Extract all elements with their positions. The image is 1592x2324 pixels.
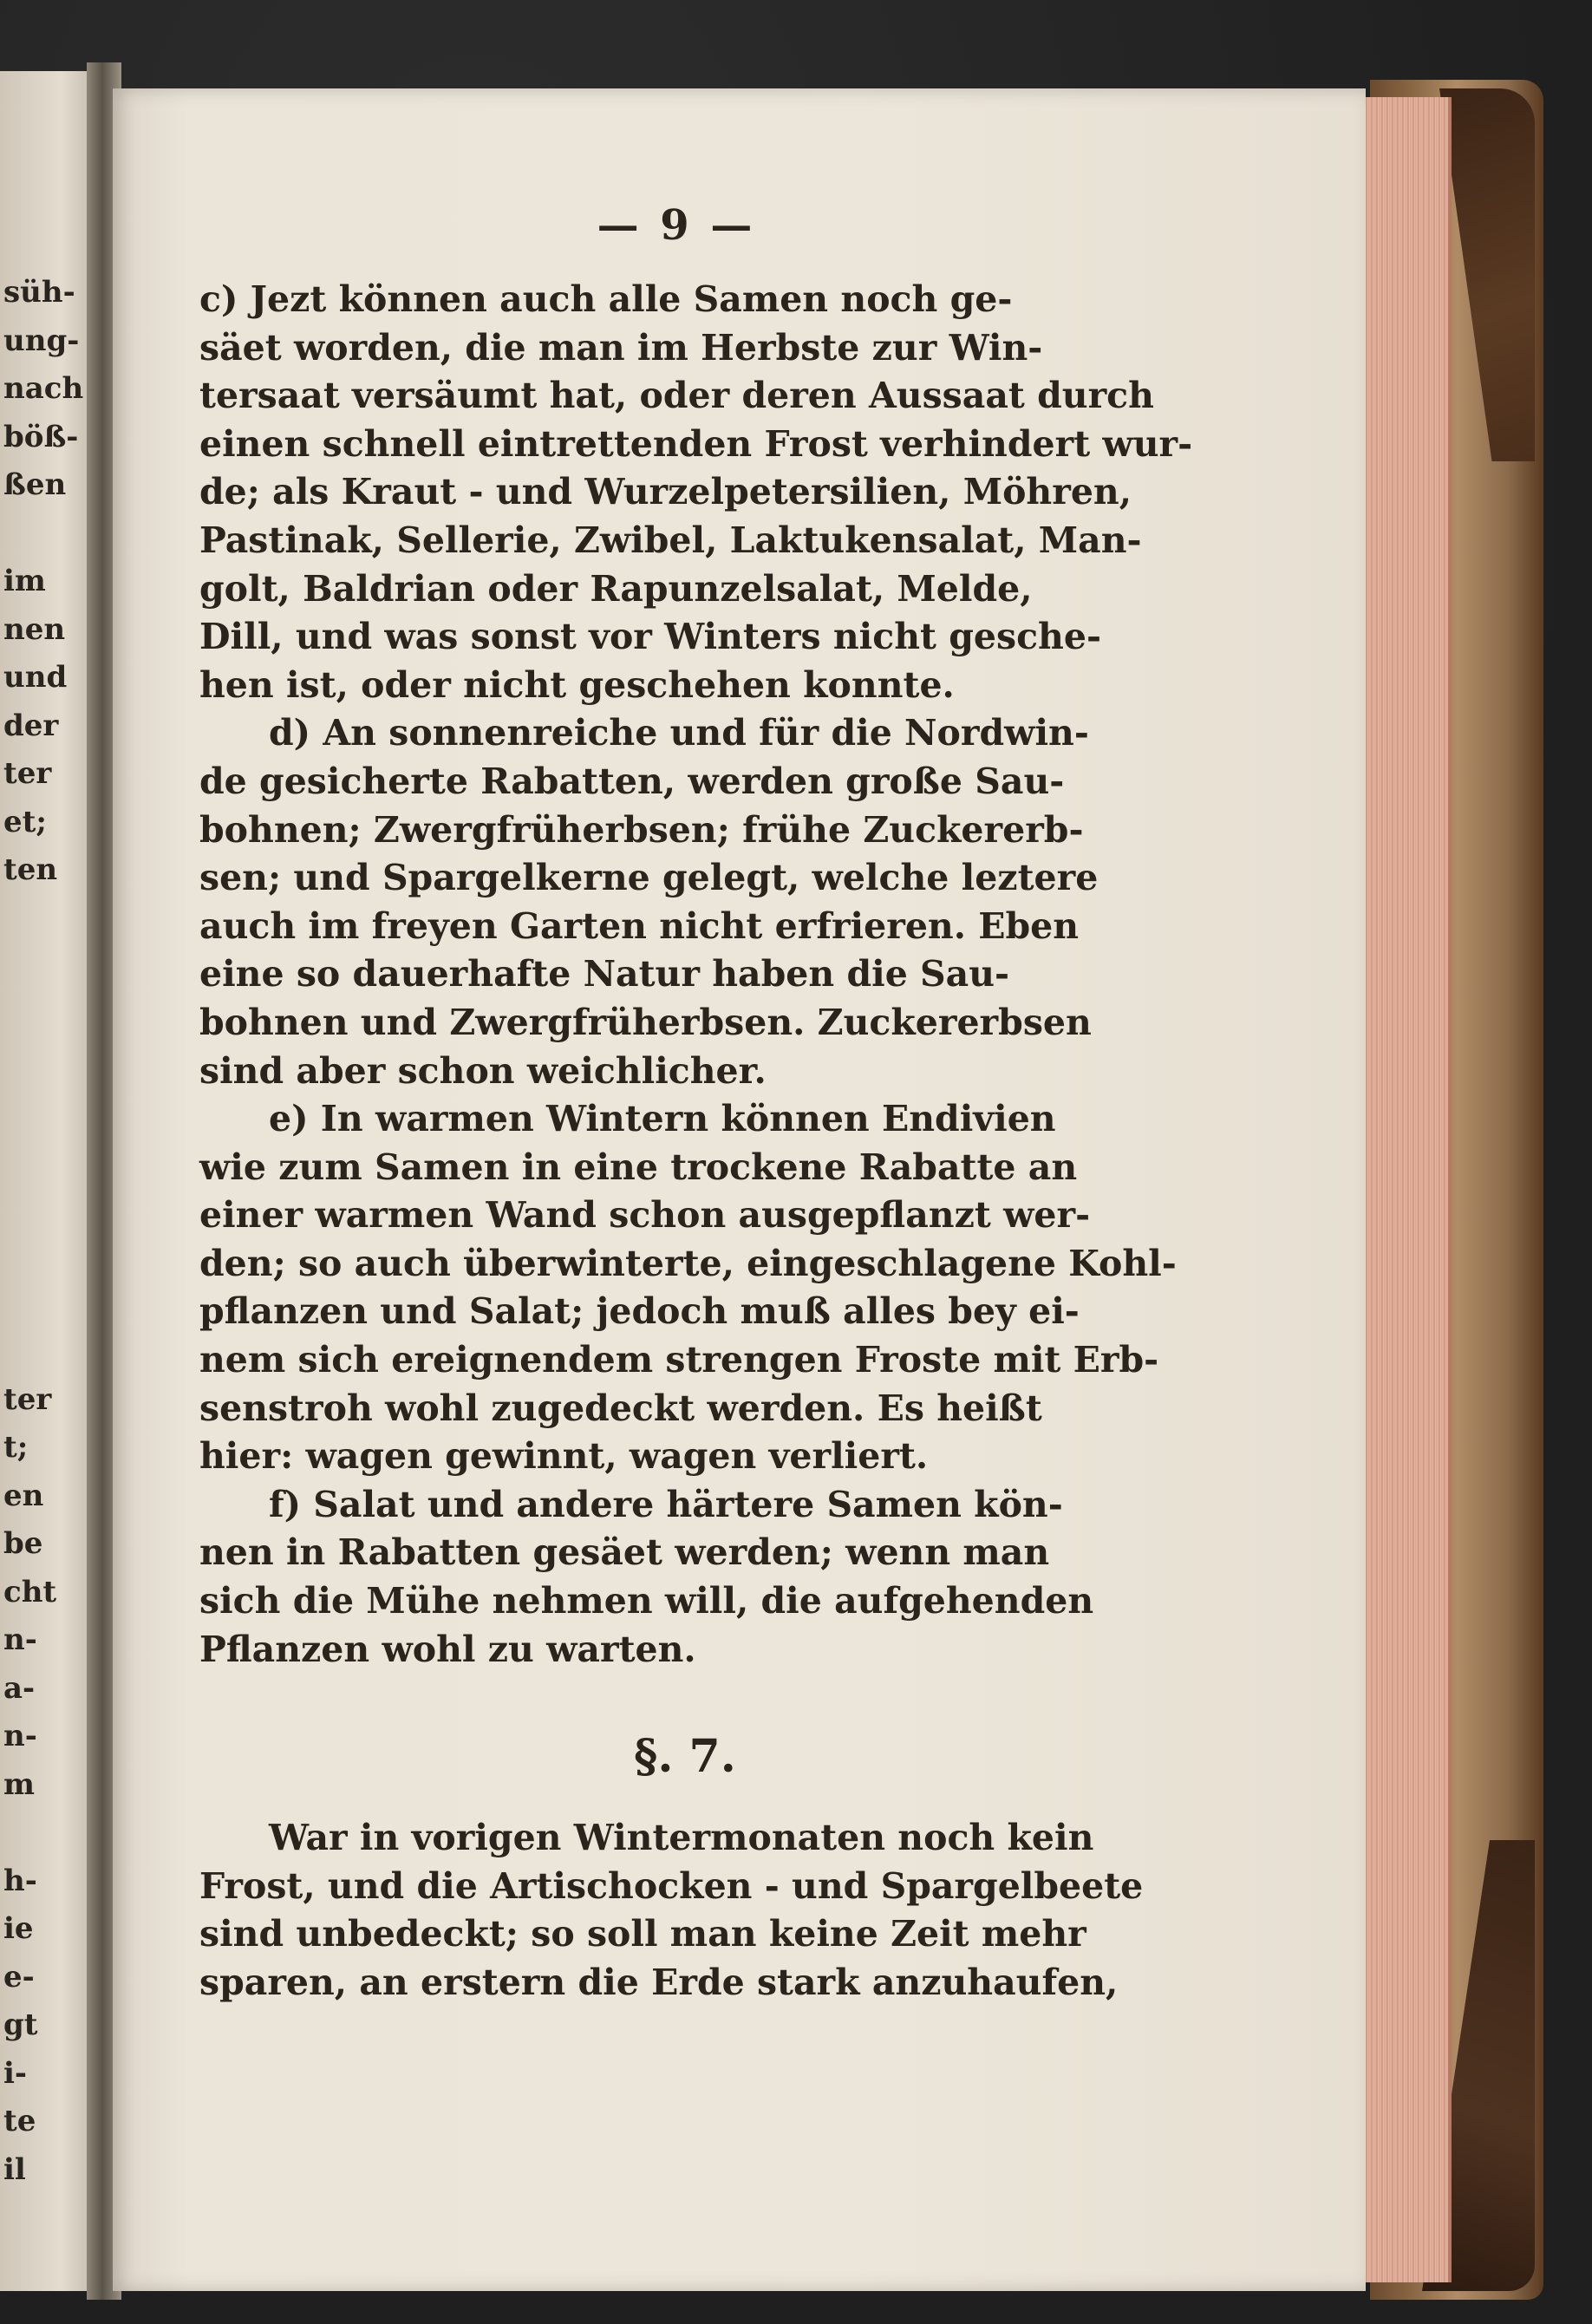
- left-fragment-line: ßen: [3, 467, 67, 502]
- left-fragment-line: gt: [3, 2007, 38, 2042]
- paragraph: [199, 276, 1193, 709]
- left-fragment-line: ie: [3, 1911, 34, 1946]
- section-heading: §. 7.: [634, 1730, 736, 1783]
- text-line: golt, Baldrian oder Rapunzelsalat, Melde,: [199, 567, 1033, 610]
- left-fragment-line: [3, 1809, 99, 1857]
- text-line: bohnen; Zwergfrüherbsen; frühe Zuckererb-: [199, 808, 1084, 851]
- left-fragment-line: [3, 1135, 99, 1184]
- left-fragment-line: [3, 895, 99, 943]
- text-line: Frost, und die Artischocken - und Spargelbeete: [199, 1864, 1144, 1907]
- text-line: säet worden, die man im Herbste zur Win-: [199, 326, 1043, 369]
- left-fragment-line: und: [3, 660, 68, 695]
- left-fragment-line: [3, 1231, 99, 1280]
- left-fragment-line: ter: [3, 756, 52, 791]
- text-line: de gesicherte Rabatten, werden große Sau-: [199, 760, 1065, 802]
- left-page-text-fragments: [3, 269, 99, 2194]
- text-line: e) In warmen Wintern können Endivien: [269, 1098, 1056, 1140]
- text-line: sind unbedeckt; so soll man keine Zeit mehr: [199, 1913, 1086, 1955]
- left-fragment-line: m: [3, 1766, 35, 1802]
- left-fragment-line: [3, 1039, 99, 1087]
- page-edges: [1353, 97, 1452, 2282]
- left-fragment-line: t;: [3, 1430, 29, 1465]
- left-fragment-line: et;: [3, 804, 47, 839]
- left-fragment-line: der: [3, 708, 59, 743]
- text-line: de; als Kraut - und Wurzelpetersilien, Möhren,: [199, 471, 1132, 513]
- left-fragment-line: ten: [3, 852, 58, 887]
- text-line: Dill, und was sonst vor Winters nicht gesche-: [199, 616, 1101, 658]
- left-fragment-line: te: [3, 2104, 36, 2138]
- page-number: — 9 —: [597, 201, 756, 250]
- left-fragment-line: n-: [3, 1719, 37, 1753]
- left-fragment-line: ter: [3, 1381, 52, 1417]
- left-fragment-line: [3, 510, 99, 558]
- left-fragment-line: [3, 991, 99, 1040]
- text-line: Pastinak, Sellerie, Zwibel, Laktukensalat, Man-: [199, 519, 1142, 561]
- text-line: bohnen und Zwergfrüherbsen. Zuckererbsen: [199, 1001, 1092, 1043]
- text-line: auch im freyen Garten nicht erfrieren. Eben: [199, 904, 1080, 947]
- body-text: [199, 276, 1193, 1674]
- text-line: War in vorigen Wintermonaten noch kein: [269, 1817, 1094, 1858]
- paragraph: [199, 1481, 1171, 1674]
- left-fragment-line: cht: [3, 1574, 57, 1609]
- text-line: einer warmen Wand schon ausgepflanzt wer-: [199, 1194, 1091, 1237]
- left-fragment-line: en: [3, 1478, 44, 1513]
- left-fragment-line: nach: [3, 371, 84, 406]
- left-fragment-line: [3, 1328, 99, 1376]
- left-fragment-line: a-: [3, 1670, 36, 1706]
- text-line: d) An sonnenreiche und für die Nordwin-: [269, 712, 1089, 754]
- left-fragment-line: nen: [3, 611, 66, 647]
- text-line: sich die Mühe nehmen will, die aufgehenden: [199, 1580, 1094, 1622]
- text-line: nem sich ereignendem strengen Froste mit Erb-: [199, 1339, 1159, 1381]
- text-line: eine so dauerhafte Natur haben die Sau-: [199, 953, 1010, 996]
- left-fragment-line: n-: [3, 1622, 37, 1657]
- section-body-text: [199, 1814, 1171, 2007]
- text-line: senstroh wohl zugedeckt werden. Es heißt: [199, 1387, 1042, 1429]
- left-fragment-line: im: [3, 564, 46, 598]
- left-fragment-line: e-: [3, 1959, 35, 1994]
- left-fragment-line: be: [3, 1526, 43, 1561]
- text-line: sparen, an erstern die Erde stark anzuhaufen,: [199, 1961, 1119, 2003]
- text-line: einen schnell eintrettenden Frost verhindert wur-: [199, 422, 1193, 465]
- text-line: sind aber schon weichlicher.: [199, 1049, 767, 1092]
- paragraph: [199, 709, 1171, 1095]
- text-line: nen in Rabatten gesäet werden; wenn man: [199, 1531, 1050, 1574]
- left-fragment-line: [3, 1280, 99, 1328]
- paragraph: [199, 1095, 1177, 1481]
- left-fragment-line: [3, 1087, 99, 1136]
- text-line: tersaat versäumt hat, oder deren Aussaat durch: [199, 375, 1154, 417]
- left-fragment-line: il: [3, 2151, 26, 2187]
- left-fragment-line: i-: [3, 2055, 28, 2091]
- text-line: hen ist, oder nicht geschehen konnte.: [199, 663, 955, 706]
- left-fragment-line: ung-: [3, 323, 80, 358]
- text-line: pflanzen und Salat; jedoch muß alles bey ei-: [199, 1290, 1080, 1333]
- left-fragment-line: süh-: [3, 275, 75, 310]
- text-line: hier: wagen gewinnt, wagen verliert.: [199, 1435, 929, 1478]
- text-line: den; so auch überwinterte, eingeschlagene Kohl-: [199, 1242, 1177, 1284]
- left-fragment-line: h-: [3, 1863, 37, 1898]
- text-line: Pflanzen wohl zu warten.: [199, 1628, 696, 1670]
- text-line: c) Jezt können auch alle Samen noch ge-: [199, 278, 1013, 320]
- text-line: f) Salat und andere härtere Samen kön-: [269, 1483, 1063, 1525]
- text-line: sen; und Spargelkerne gelegt, welche leztere: [199, 857, 1099, 899]
- left-fragment-line: [3, 1184, 99, 1232]
- left-fragment-line: [3, 943, 99, 991]
- text-line: wie zum Samen in eine trockene Rabatte an: [199, 1146, 1078, 1188]
- left-fragment-line: böß-: [3, 419, 79, 454]
